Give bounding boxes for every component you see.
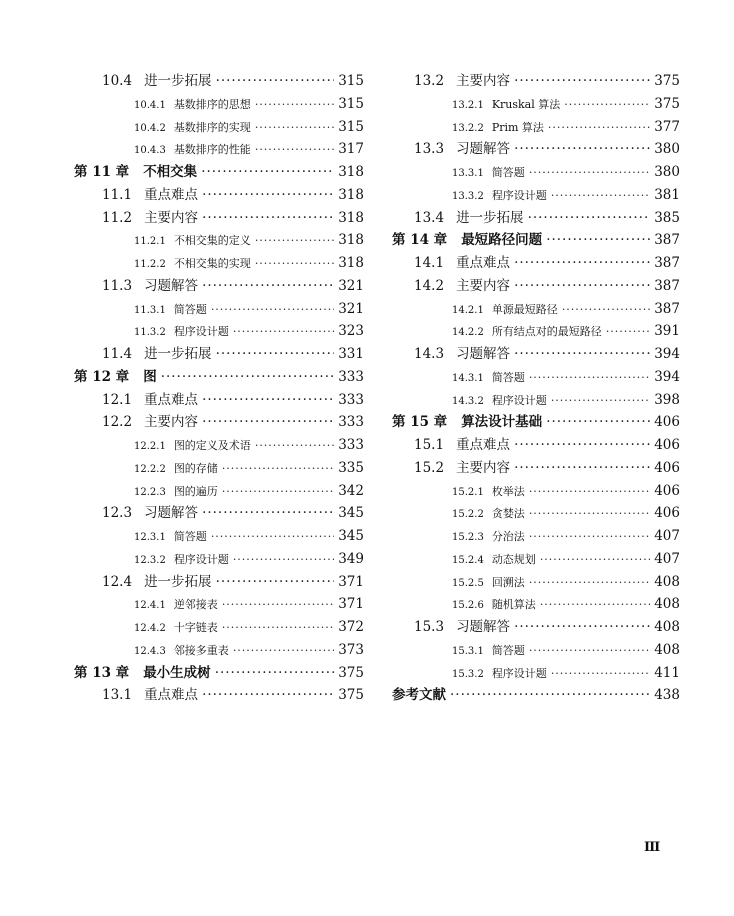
toc-entry-number: 10.4.2 [134, 122, 166, 134]
toc-entry-number: 12.1 [102, 391, 133, 408]
toc-entry-number: 15.3.1 [452, 645, 484, 657]
toc-entry-title: 主要内容 [456, 459, 511, 476]
toc-entry-page: 371 [338, 573, 364, 590]
toc-leader-dots [551, 390, 650, 413]
toc-subsection-entry[interactable] [392, 389, 680, 412]
toc-section-entry[interactable] [74, 70, 364, 93]
toc-subsection-entry[interactable] [74, 320, 364, 343]
toc-entry-title: 参考文献 [392, 687, 446, 704]
toc-entry-title: 程序设计题 [173, 552, 229, 566]
toc-entry-page: 323 [338, 323, 364, 340]
toc-leader-dots [202, 684, 334, 707]
toc-entry-number: 12.4.1 [134, 600, 166, 612]
toc-entry-page: 375 [654, 73, 680, 89]
toc-subsection-entry[interactable] [392, 662, 680, 685]
toc-entry-page: 318 [338, 209, 364, 226]
toc-section-entry[interactable] [74, 502, 364, 525]
toc-leader-dots [551, 663, 650, 686]
toc-entry-number: 12.2.2 [134, 463, 166, 475]
toc-subsection-entry[interactable] [392, 525, 680, 548]
toc-subsection-entry[interactable] [392, 116, 680, 139]
toc-leader-dots [514, 434, 650, 457]
toc-leader-dots [202, 389, 334, 412]
toc-entry-number: 11.1 [102, 186, 133, 203]
toc-entry-number: 12.4 [102, 573, 133, 590]
toc-entry-page: 407 [654, 550, 680, 567]
toc-entry-page: 333 [338, 368, 364, 385]
toc-subsection-entry[interactable] [392, 366, 680, 389]
toc-leader-dots [211, 526, 334, 549]
toc-chapter-entry[interactable] [74, 662, 364, 685]
toc-leader-dots [255, 253, 334, 276]
toc-entry-page: 318 [338, 232, 364, 249]
toc-entry-number: 12.4.2 [134, 623, 166, 634]
toc-leader-dots [202, 275, 334, 298]
toc-entry-number: 14.2.1 [452, 304, 484, 316]
toc-subsection-entry[interactable] [74, 593, 364, 616]
toc-entry-page: 394 [654, 368, 680, 385]
toc-subsection-entry[interactable] [392, 548, 680, 571]
toc-leader-dots [546, 411, 650, 434]
toc-section-entry[interactable] [392, 434, 680, 457]
toc-entry-page: 375 [338, 664, 364, 681]
toc-leader-dots [255, 230, 334, 253]
toc-leader-dots [202, 184, 334, 207]
toc-leader-dots [529, 481, 650, 504]
toc-entry-page: 406 [654, 505, 680, 522]
toc-entry-page: 335 [338, 459, 364, 476]
toc-subsection-entry[interactable] [392, 571, 680, 594]
toc-entry-page: 406 [654, 437, 680, 453]
toc-entry-number: 14.2 [414, 277, 445, 294]
toc-leader-dots [202, 502, 334, 525]
toc-entry-title: 重点难点 [144, 186, 199, 203]
toc-leader-dots [514, 275, 650, 298]
toc-subsection-entry[interactable] [392, 593, 680, 616]
toc-entry-page: 371 [338, 596, 364, 613]
toc-section-entry[interactable] [392, 457, 680, 480]
toc-entry-title: 主要内容 [456, 277, 511, 294]
toc-entry-title: 重点难点 [456, 255, 511, 271]
toc-entry-number: 14.1 [414, 255, 445, 271]
toc-leader-dots [529, 526, 650, 549]
toc-section-entry[interactable] [74, 411, 364, 434]
toc-leader-dots [161, 366, 335, 389]
toc-leader-dots [529, 640, 650, 663]
toc-entry-title: 简答题 [491, 166, 525, 179]
toc-leader-dots [514, 616, 650, 639]
toc-subsection-entry[interactable] [74, 616, 364, 639]
toc-entry-number: 13.2 [414, 73, 445, 89]
toc-entry-title: 不相交集的定义 [173, 234, 251, 248]
toc-entry-title: 不相交集的实现 [173, 257, 251, 270]
toc-entry-title: 主要内容 [144, 414, 199, 431]
toc-section-entry[interactable] [74, 275, 364, 298]
toc-subsection-entry[interactable] [74, 525, 364, 548]
toc-entry-number: 13.2.2 [452, 122, 484, 134]
toc-subsection-entry[interactable] [74, 252, 364, 275]
toc-leader-dots [216, 343, 335, 366]
toc-entry-page: 375 [338, 687, 364, 704]
toc-entry-page: 408 [654, 573, 680, 590]
toc-entry-page: 407 [654, 528, 680, 544]
toc-section-entry[interactable] [74, 684, 364, 707]
toc-leader-dots [255, 117, 334, 140]
toc-entry-number: 15.2.6 [452, 600, 484, 612]
toc-entry-title: Kruskal 算法 [491, 97, 561, 111]
toc-entry-page: 391 [654, 323, 680, 340]
toc-entry-title: 进一步拓展 [456, 209, 524, 226]
toc-entry-number: 13.3.2 [452, 190, 484, 202]
toc-entry-number: 15.2.5 [452, 577, 484, 589]
toc-entry-number: 15.2.3 [452, 532, 484, 543]
toc-entry-page: 438 [654, 687, 680, 704]
toc-leader-dots [540, 594, 650, 617]
toc-entry-number: 第 15 章 [392, 414, 448, 431]
toc-entry-page: 333 [338, 414, 364, 431]
toc-entry-page: 342 [338, 482, 364, 499]
toc-leader-dots [222, 481, 334, 504]
toc-entry-page: 318 [338, 186, 364, 203]
toc-section-entry[interactable] [392, 275, 680, 298]
toc-entry-number: 14.3 [414, 346, 445, 362]
toc-entry-title: 随机算法 [491, 598, 536, 612]
toc-entry-title: 基数排序的思想 [173, 97, 251, 111]
toc-leader-dots [255, 94, 334, 117]
toc-entry-page: 408 [654, 596, 680, 613]
toc-leader-dots [216, 70, 335, 93]
toc-entry-number: 15.2.4 [452, 554, 484, 566]
toc-section-entry[interactable] [392, 70, 680, 93]
toc-entry-page: 318 [338, 255, 364, 271]
toc-entry-page: 321 [338, 277, 364, 294]
toc-entry-page: 406 [654, 459, 680, 476]
toc-entry-number: 11.3.1 [134, 304, 166, 316]
toc-subsection-entry[interactable] [392, 639, 680, 662]
toc-leader-dots [529, 162, 650, 185]
toc-chapter-entry[interactable] [74, 366, 364, 389]
toc-leader-dots [514, 457, 650, 480]
toc-leader-dots [233, 640, 334, 663]
toc-entry-title: 程序设计题 [173, 325, 229, 339]
toc-entry-number: 12.3.2 [134, 554, 166, 566]
toc-entry-title: 单源最短路径 [491, 302, 558, 316]
toc-entry-title: 主要内容 [456, 73, 511, 89]
toc-entry-title: 回溯法 [491, 575, 525, 589]
toc-subsection-entry[interactable] [74, 480, 364, 503]
toc-entry-title: 主要内容 [144, 209, 199, 226]
toc-leader-dots [211, 299, 334, 322]
toc-entry-page: 387 [654, 255, 680, 271]
toc-subsection-entry[interactable] [392, 502, 680, 525]
toc-subsection-entry[interactable] [74, 93, 364, 116]
toc-leader-dots [216, 571, 335, 594]
toc-leader-dots [222, 458, 334, 481]
toc-subsection-entry[interactable] [74, 229, 364, 252]
toc-entry-title: 简答题 [173, 302, 207, 316]
toc-leader-dots [233, 549, 334, 572]
toc-entry-title: 图的定义及术语 [173, 439, 251, 452]
toc-entry-page: 377 [654, 118, 680, 135]
toc-subsection-entry[interactable] [392, 320, 680, 343]
toc-entry-number: 15.2.1 [452, 486, 484, 498]
toc-subsection-entry[interactable] [74, 639, 364, 662]
toc-entry-title: 简答题 [491, 370, 525, 384]
toc-entry-number: 12.2 [102, 414, 133, 431]
toc-entry-page: 411 [654, 664, 680, 681]
toc-leader-dots [202, 207, 334, 230]
toc-entry-page: 333 [338, 437, 364, 453]
toc-entry-number: 13.3 [414, 141, 445, 158]
toc-entry-number: 10.4 [102, 73, 133, 89]
toc-leader-dots [222, 617, 334, 640]
toc-entry-title: 习题解答 [456, 141, 511, 158]
toc-entry-number: 15.3 [414, 619, 445, 635]
toc-leader-dots [606, 321, 650, 344]
toc-entry-title: 逆邻接表 [173, 598, 218, 612]
toc-chapter-entry[interactable] [74, 161, 364, 184]
toc-subsection-entry[interactable] [392, 161, 680, 184]
toc-entry-number: 15.2 [414, 459, 445, 476]
toc-leader-dots [551, 185, 650, 208]
toc-subsection-entry[interactable] [74, 138, 364, 161]
toc-entry-number: 15.1 [414, 437, 445, 453]
toc-entry-page: 387 [654, 300, 680, 317]
toc-entry-title: 简答题 [173, 530, 207, 543]
toc-entry-title: Prim 算法 [491, 120, 544, 134]
page-folio: III [644, 840, 660, 855]
toc-entry-title: 最短路径问题 [461, 232, 543, 249]
toc-entry-number: 11.2.1 [134, 236, 166, 248]
toc-entry-page: 317 [338, 141, 364, 158]
toc-leader-dots [233, 321, 334, 344]
toc-subsection-entry[interactable] [74, 116, 364, 139]
toc-entry-page: 380 [654, 141, 680, 158]
toc-section-entry[interactable] [392, 343, 680, 366]
toc-entry-page: 381 [654, 186, 680, 203]
toc-leader-dots [529, 572, 650, 595]
toc-leader-dots [222, 594, 334, 617]
toc-entry-title: 重点难点 [144, 687, 199, 704]
toc-leader-dots [255, 435, 334, 458]
toc-subsection-entry[interactable] [74, 548, 364, 571]
toc-entry-number: 15.3.2 [452, 668, 484, 680]
toc-entry-page: 315 [338, 118, 364, 135]
toc-entry-number: 12.3 [102, 505, 133, 522]
toc-subsection-entry[interactable] [392, 93, 680, 116]
toc-entry-title: 图的遍历 [173, 484, 218, 498]
toc-leader-dots [548, 117, 650, 140]
toc-entry-title: 习题解答 [144, 277, 199, 294]
toc-entry-number: 12.3.1 [134, 532, 166, 543]
toc-entry-page: 321 [338, 300, 364, 317]
toc-entry-page: 408 [654, 641, 680, 658]
toc-entry-page: 345 [338, 505, 364, 522]
toc-entry-number: 13.2.1 [452, 99, 484, 111]
toc-entry-number: 第 13 章 [74, 664, 130, 681]
toc-entry-title: 算法设计基础 [461, 414, 543, 431]
toc-entry-title: 图的存储 [173, 461, 218, 475]
toc-entry-page: 373 [338, 641, 364, 658]
toc-entry-title: 重点难点 [144, 391, 199, 408]
toc-entry-number: 11.2 [102, 209, 133, 226]
toc-leader-dots [514, 252, 650, 275]
toc-entry-title: 程序设计题 [491, 188, 547, 202]
toc-leader-dots [528, 207, 651, 230]
toc-section-entry[interactable] [74, 389, 364, 412]
toc-entry-title: 基数排序的性能 [173, 143, 251, 157]
toc-entry-number: 第 14 章 [392, 232, 448, 249]
toc-entry-page: 398 [654, 391, 680, 408]
toc-entry-page: 315 [338, 73, 364, 89]
toc-entry-page: 315 [338, 95, 364, 112]
toc-section-entry[interactable] [74, 343, 364, 366]
toc-entry-page: 394 [654, 346, 680, 362]
toc-chapter-entry[interactable] [392, 411, 680, 434]
toc-entry-number: 14.3.1 [452, 372, 484, 384]
toc-entry-title: 进一步拓展 [144, 573, 212, 590]
toc-entry-number: 11.3 [102, 277, 133, 294]
toc-column-left [74, 70, 364, 707]
toc-entry-number: 13.1 [102, 687, 133, 704]
toc-entry-title: 动态规划 [491, 552, 536, 566]
toc-entry-page: 380 [654, 164, 680, 180]
toc-section-entry[interactable] [74, 184, 364, 207]
toc-entry-page: 387 [654, 232, 680, 249]
toc-entry-number: 第 12 章 [74, 368, 130, 385]
toc-leader-dots [202, 411, 334, 434]
toc-section-entry[interactable] [392, 138, 680, 161]
toc-subsection-entry[interactable] [74, 298, 364, 321]
toc-leader-dots [540, 549, 650, 572]
toc-entry-title: 基数排序的实现 [173, 120, 251, 134]
toc-chapter-entry[interactable] [392, 684, 680, 707]
toc-leader-dots [529, 503, 650, 526]
toc-entry-title: 所有结点对的最短路径 [491, 325, 602, 339]
toc-entry-title: 图 [143, 368, 157, 385]
toc-entry-title: 重点难点 [456, 437, 511, 453]
toc-entry-title: 程序设计题 [491, 666, 547, 680]
toc-leader-dots [546, 229, 650, 252]
toc-entry-page: 375 [654, 95, 680, 112]
toc-leader-dots [562, 299, 650, 322]
toc-entry-number: 13.4 [414, 209, 445, 226]
toc-leader-dots [450, 684, 650, 707]
toc-entry-title: 进一步拓展 [144, 346, 212, 362]
toc-entry-number: 13.3.1 [452, 168, 484, 179]
toc-entry-title: 习题解答 [456, 619, 511, 635]
toc-column-right [392, 70, 680, 707]
toc-entry-number: 11.4 [102, 346, 133, 362]
toc-leader-dots [529, 367, 650, 390]
toc-section-entry[interactable] [74, 207, 364, 230]
toc-entry-number: 11.2.2 [134, 259, 166, 270]
toc-entry-title: 进一步拓展 [144, 73, 212, 89]
toc-leader-dots [255, 139, 334, 162]
toc-entry-title: 简答题 [491, 643, 525, 657]
toc-entry-title: 邻接多重表 [173, 643, 229, 657]
toc-entry-title: 贪婪法 [491, 507, 525, 521]
toc-entry-number: 第 11 章 [74, 164, 130, 180]
toc-entry-number: 14.2.2 [452, 327, 484, 339]
toc-entry-page: 408 [654, 619, 680, 635]
toc-entry-page: 387 [654, 277, 680, 294]
toc-entry-title: 程序设计题 [491, 393, 547, 407]
toc-entry-number: 15.2.2 [452, 509, 484, 521]
toc-subsection-entry[interactable] [392, 480, 680, 503]
toc-entry-title: 习题解答 [456, 346, 511, 362]
toc-entry-page: 331 [338, 346, 364, 362]
toc-entry-title: 十字链表 [173, 621, 218, 634]
toc-subsection-entry[interactable] [74, 457, 364, 480]
toc-section-entry[interactable] [392, 252, 680, 275]
toc-entry-page: 333 [338, 391, 364, 408]
toc-leader-dots [201, 161, 334, 184]
toc-entry-page: 318 [338, 164, 364, 180]
toc-chapter-entry[interactable] [392, 229, 680, 252]
toc-section-entry[interactable] [74, 571, 364, 594]
toc-entry-number: 14.3.2 [452, 395, 484, 407]
toc-section-entry[interactable] [392, 616, 680, 639]
toc-entry-number: 12.2.3 [134, 486, 166, 498]
toc-subsection-entry[interactable] [74, 434, 364, 457]
toc-entry-page: 349 [338, 550, 364, 567]
toc-leader-dots [564, 94, 650, 117]
toc-subsection-entry[interactable] [392, 298, 680, 321]
toc-entry-page: 406 [654, 414, 680, 431]
toc-section-entry[interactable] [392, 207, 680, 230]
toc-entry-number: 12.4.3 [134, 645, 166, 657]
toc-entry-number: 11.3.2 [134, 327, 166, 339]
toc-entry-title: 最小生成树 [143, 664, 211, 681]
toc-entry-number: 10.4.3 [134, 145, 166, 157]
toc-subsection-entry[interactable] [392, 184, 680, 207]
toc-entry-page: 372 [338, 619, 364, 635]
toc-leader-dots [215, 662, 335, 685]
toc-entry-page: 345 [338, 528, 364, 544]
toc-entry-title: 不相交集 [143, 164, 198, 180]
toc-entry-number: 10.4.1 [134, 99, 166, 111]
toc-entry-title: 习题解答 [144, 505, 199, 522]
toc-entry-page: 385 [654, 209, 680, 226]
toc-entry-page: 406 [654, 482, 680, 499]
toc-leader-dots [514, 343, 650, 366]
toc-entry-title: 枚举法 [491, 484, 525, 498]
toc-leader-dots [514, 138, 650, 161]
toc-entry-number: 12.2.1 [134, 441, 166, 452]
toc-leader-dots [514, 70, 650, 93]
toc-entry-title: 分治法 [491, 530, 525, 543]
